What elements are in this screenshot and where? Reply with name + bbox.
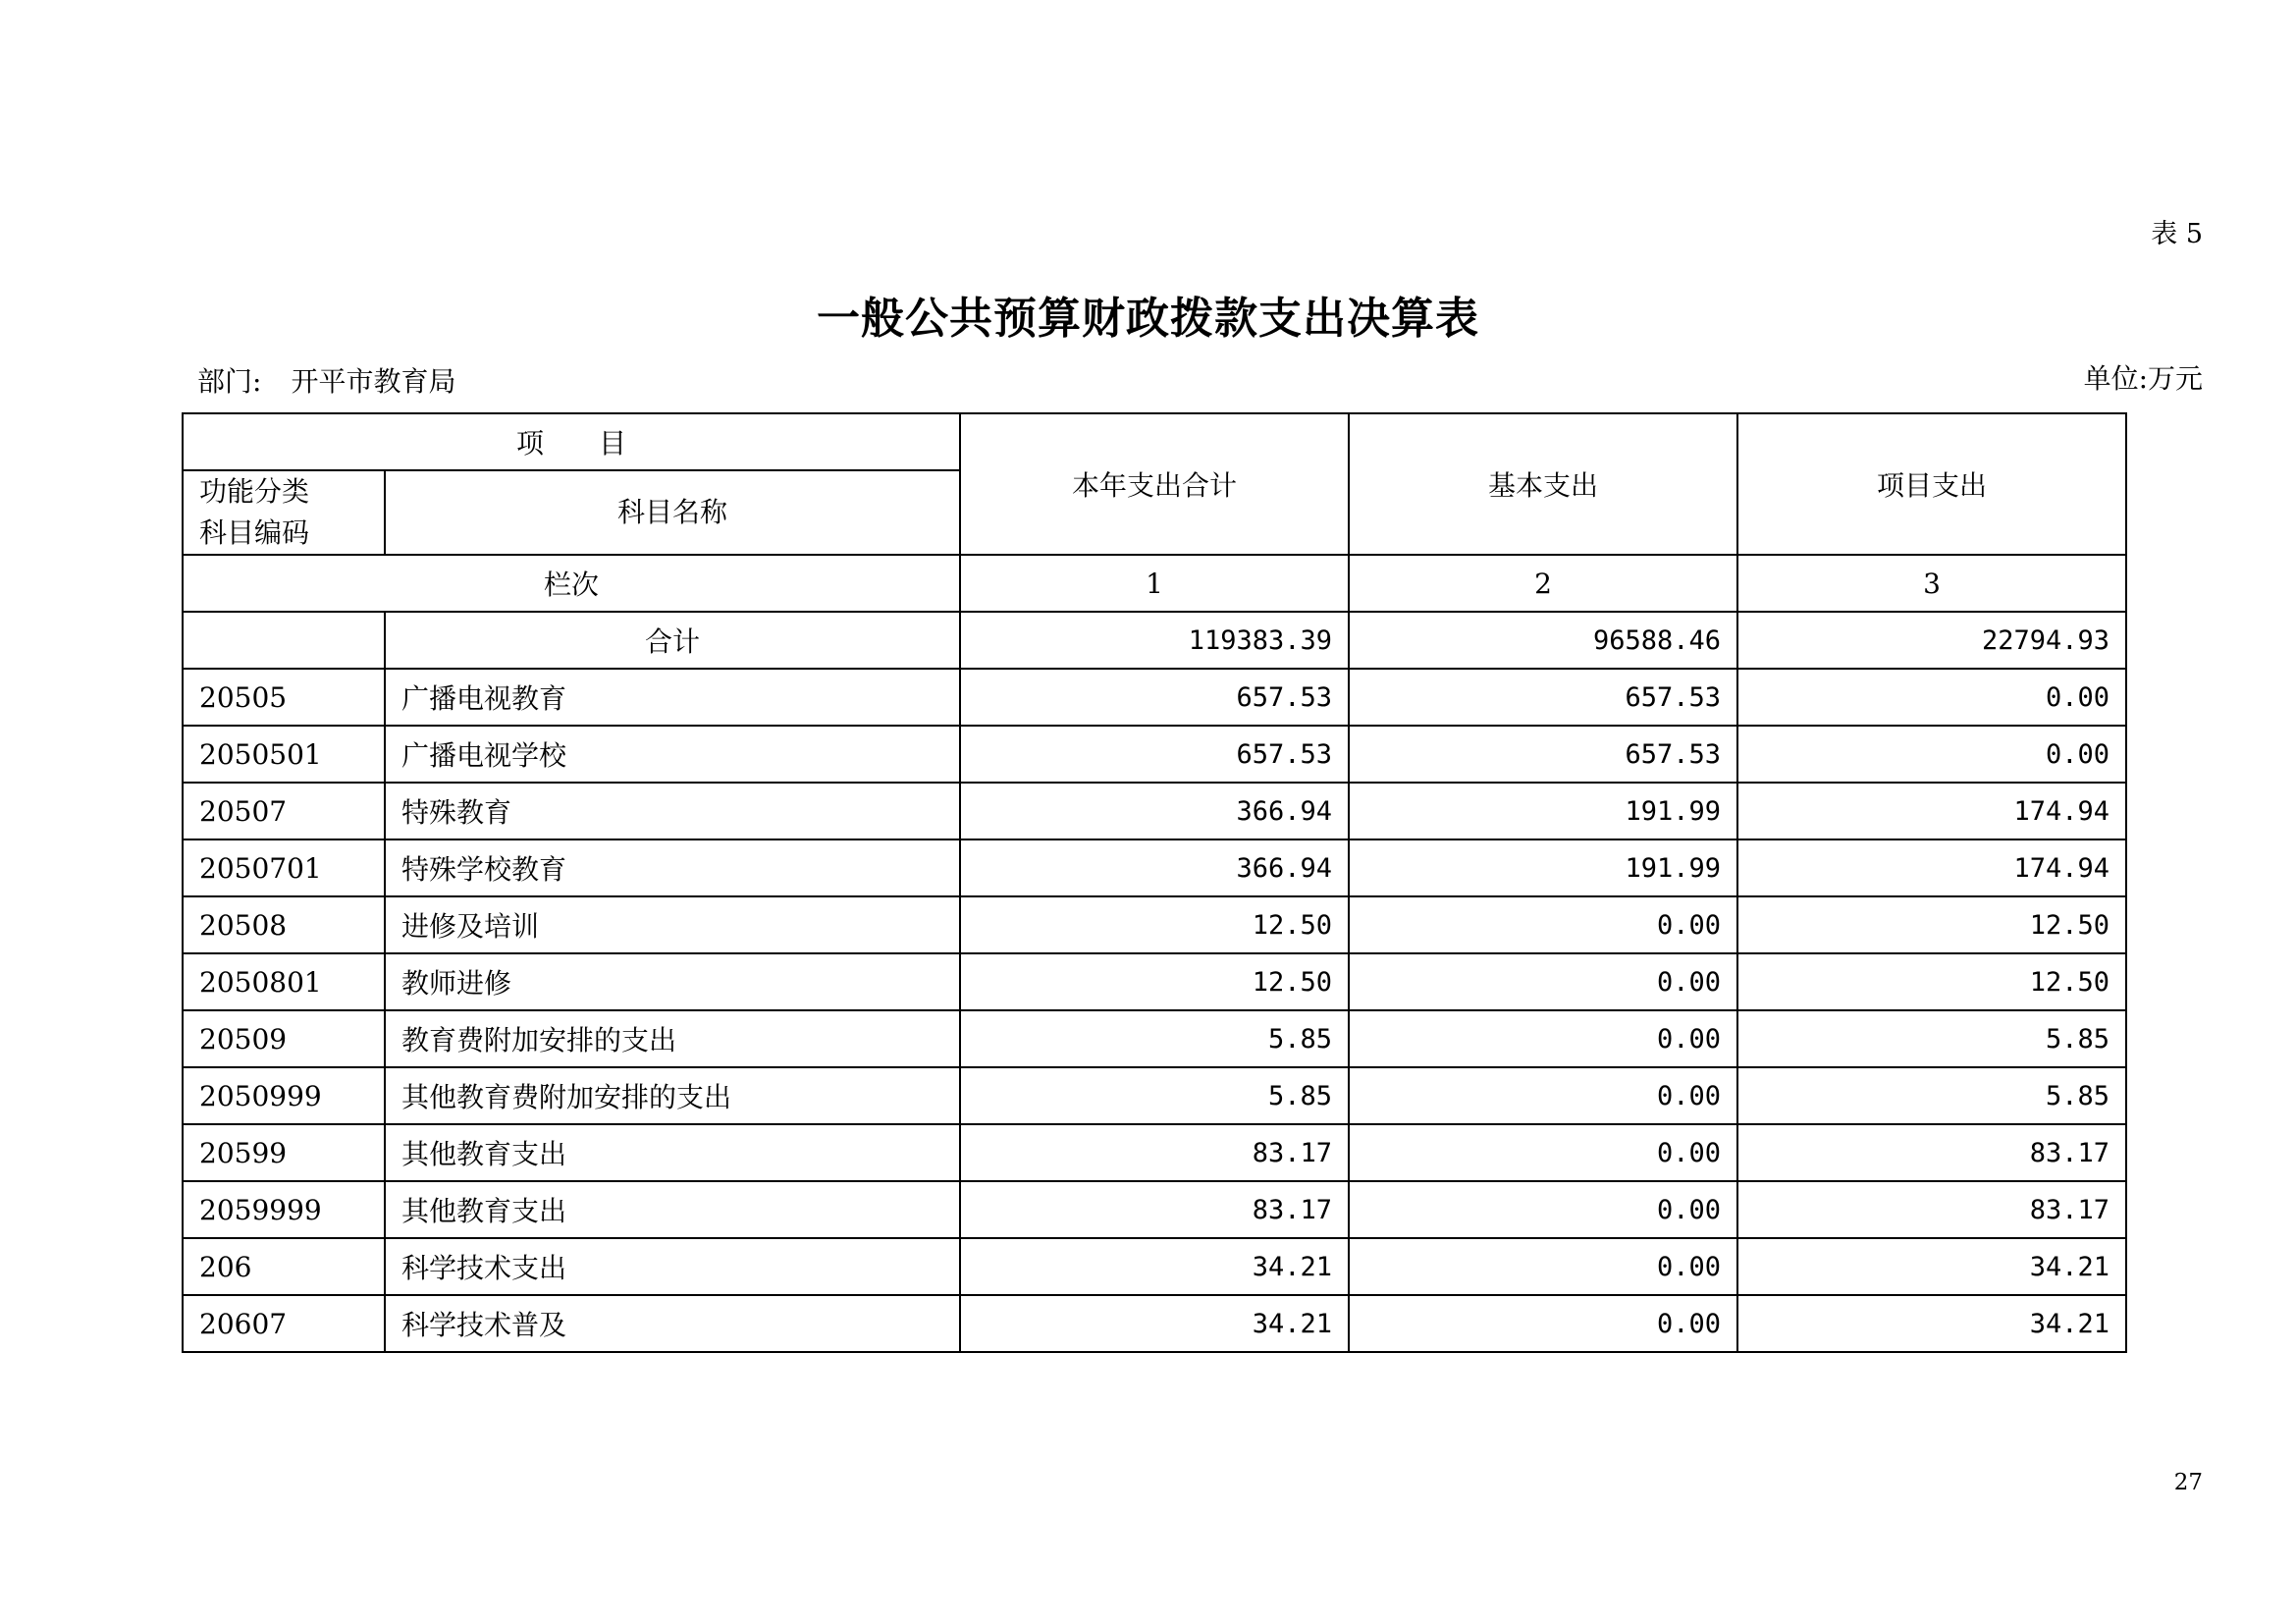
- col-header-code: [183, 470, 385, 555]
- row-name: 科学技术普及: [385, 1295, 960, 1352]
- row-total: 34.21: [960, 1238, 1349, 1295]
- row-basic: 191.99: [1349, 783, 1737, 839]
- row-project: 5.85: [1737, 1010, 2126, 1067]
- row-project: 12.50: [1737, 896, 2126, 953]
- row-code: 2059999: [183, 1181, 385, 1238]
- col-header-code-line2: 科目编码: [199, 516, 310, 549]
- department-label: 部门:: [197, 365, 262, 398]
- total-basic: 96588.46: [1349, 612, 1737, 669]
- row-code: 20507: [183, 783, 385, 839]
- department-line: [197, 360, 455, 400]
- row-project: 12.50: [1737, 953, 2126, 1010]
- row-basic: 0.00: [1349, 1124, 1737, 1181]
- row-project: 0.00: [1737, 726, 2126, 783]
- table-row: [183, 1010, 2126, 1067]
- table-number: 表 5: [2151, 219, 2203, 249]
- row-code: 20509: [183, 1010, 385, 1067]
- row-total: 83.17: [960, 1181, 1349, 1238]
- col-header-code-line1: 功能分类: [199, 475, 310, 508]
- row-basic: 0.00: [1349, 1010, 1737, 1067]
- row-name: 其他教育支出: [385, 1124, 960, 1181]
- department-name: 开平市教育局: [291, 365, 456, 398]
- table-row: [183, 726, 2126, 783]
- row-total: 12.50: [960, 953, 1349, 1010]
- row-code: 206: [183, 1238, 385, 1295]
- row-total: 5.85: [960, 1010, 1349, 1067]
- row-name: 教育费附加安排的支出: [385, 1010, 960, 1067]
- row-basic: 0.00: [1349, 1067, 1737, 1124]
- col-header-total: 本年支出合计: [960, 413, 1349, 555]
- row-project: 83.17: [1737, 1124, 2126, 1181]
- index-1: 1: [960, 555, 1349, 612]
- col-header-name: 科目名称: [385, 470, 960, 555]
- row-basic: 657.53: [1349, 669, 1737, 726]
- row-project: 5.85: [1737, 1067, 2126, 1124]
- table-row: [183, 1295, 2126, 1352]
- row-code: 2050501: [183, 726, 385, 783]
- row-name: 进修及培训: [385, 896, 960, 953]
- page-number: 27: [2173, 1470, 2203, 1495]
- row-name: 特殊教育: [385, 783, 960, 839]
- table-row: [183, 783, 2126, 839]
- unit-label: 单位:万元: [2083, 362, 2203, 395]
- row-code: 20508: [183, 896, 385, 953]
- index-2: 2: [1349, 555, 1737, 612]
- row-name: 教师进修: [385, 953, 960, 1010]
- row-total: 12.50: [960, 896, 1349, 953]
- row-code: 20607: [183, 1295, 385, 1352]
- table-row: [183, 953, 2126, 1010]
- total-row: [183, 612, 2126, 669]
- row-total: 657.53: [960, 726, 1349, 783]
- table-row: [183, 669, 2126, 726]
- row-basic: 0.00: [1349, 1238, 1737, 1295]
- row-project: 34.21: [1737, 1295, 2126, 1352]
- table-row: [183, 1238, 2126, 1295]
- row-total: 366.94: [960, 783, 1349, 839]
- group-header: 项 目: [183, 413, 960, 470]
- expenditure-table: [182, 412, 2127, 1353]
- row-basic: 657.53: [1349, 726, 1737, 783]
- row-name: 科学技术支出: [385, 1238, 960, 1295]
- row-total: 366.94: [960, 839, 1349, 896]
- row-basic: 0.00: [1349, 1295, 1737, 1352]
- document-title: 一般公共预算财政拨款支出决算表: [817, 294, 1479, 344]
- row-code: 20505: [183, 669, 385, 726]
- index-row: [183, 555, 2126, 612]
- row-code: 2050999: [183, 1067, 385, 1124]
- row-basic: 0.00: [1349, 953, 1737, 1010]
- row-project: 34.21: [1737, 1238, 2126, 1295]
- row-name: 特殊学校教育: [385, 839, 960, 896]
- row-total: 5.85: [960, 1067, 1349, 1124]
- header-row-1: [183, 413, 2126, 470]
- total-code: [183, 612, 385, 669]
- table-row: [183, 839, 2126, 896]
- row-basic: 0.00: [1349, 1181, 1737, 1238]
- row-code: 2050701: [183, 839, 385, 896]
- row-total: 34.21: [960, 1295, 1349, 1352]
- row-name: 其他教育支出: [385, 1181, 960, 1238]
- row-basic: 191.99: [1349, 839, 1737, 896]
- table-row: [183, 1124, 2126, 1181]
- total-label: 合计: [385, 612, 960, 669]
- row-name: 其他教育费附加安排的支出: [385, 1067, 960, 1124]
- row-project: 174.94: [1737, 839, 2126, 896]
- row-total: 657.53: [960, 669, 1349, 726]
- row-total: 83.17: [960, 1124, 1349, 1181]
- col-header-basic: 基本支出: [1349, 413, 1737, 555]
- index-label: 栏次: [183, 555, 960, 612]
- row-name: 广播电视教育: [385, 669, 960, 726]
- total-amount: 119383.39: [960, 612, 1349, 669]
- col-header-project: 项目支出: [1737, 413, 2126, 555]
- row-project: 0.00: [1737, 669, 2126, 726]
- index-3: 3: [1737, 555, 2126, 612]
- total-project: 22794.93: [1737, 612, 2126, 669]
- row-project: 174.94: [1737, 783, 2126, 839]
- row-name: 广播电视学校: [385, 726, 960, 783]
- table-row: [183, 1067, 2126, 1124]
- row-basic: 0.00: [1349, 896, 1737, 953]
- row-code: 20599: [183, 1124, 385, 1181]
- table-row: [183, 1181, 2126, 1238]
- row-code: 2050801: [183, 953, 385, 1010]
- table-row: [183, 896, 2126, 953]
- row-project: 83.17: [1737, 1181, 2126, 1238]
